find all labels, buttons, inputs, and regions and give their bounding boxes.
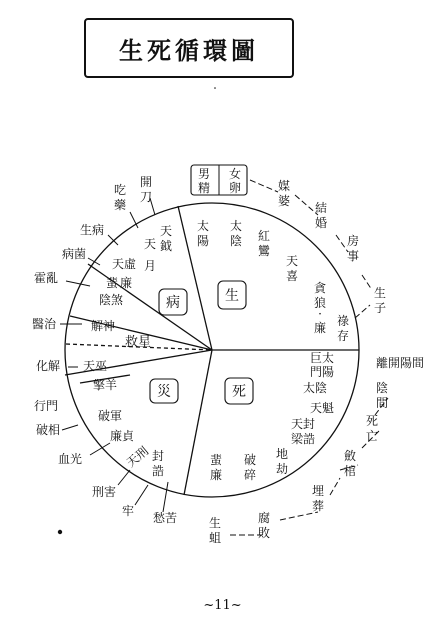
label-jieshen: 解神 — [90, 319, 116, 333]
label-dijie-1: 地 — [275, 447, 289, 461]
label-hongluan-1: 紅 — [257, 229, 271, 243]
label-chiyao-1: 吃 — [113, 183, 127, 197]
ink-dot — [58, 530, 62, 534]
label-male-essence-1: 男 — [197, 167, 211, 181]
label-tianyue-2: 月 — [143, 259, 157, 273]
label-lianzhen: 廉貞 — [109, 429, 135, 443]
label-lucun-2: 存 — [336, 329, 350, 343]
connector-xinghai — [118, 470, 130, 485]
label-child-2: 子 — [373, 301, 387, 315]
label-posui-1: 破 — [243, 453, 257, 467]
segment-sickness: 病 — [166, 295, 180, 311]
label-huoluan: 霍亂 — [33, 271, 59, 285]
label-matchmaker-2: 婆 — [277, 194, 291, 208]
label-chiyao-2: 藥 — [113, 198, 127, 212]
segment-death: 死 — [232, 384, 246, 400]
label-lucun-1: 祿 — [336, 314, 350, 328]
label-kaidao-2: 刀 — [139, 190, 153, 204]
label-female-ovum-2: 卵 — [228, 181, 242, 195]
label-tianxi-1: 天 — [285, 254, 299, 268]
label-tianxu: 天虛 — [111, 257, 137, 271]
label-kaidao-1: 開 — [139, 175, 153, 189]
label-siwang-1: 死 — [365, 414, 379, 428]
connector-lucun-child — [355, 305, 370, 318]
label-affairs-2: 事 — [346, 249, 360, 263]
connector-fubai — [280, 512, 318, 520]
label-xinghai: 刑害 — [91, 485, 117, 499]
label-tianfeng-2: 梁誥 — [290, 432, 316, 446]
label-xueguang: 血光 — [57, 452, 83, 466]
label-matchmaker-1: 媒 — [277, 179, 291, 193]
label-yiyao: 醫治 — [31, 317, 57, 331]
label-tianxi-2: 喜 — [285, 269, 299, 283]
segment-disaster: 災 — [157, 384, 171, 400]
connector-bingjun — [88, 258, 100, 265]
ink-dot-top — [214, 87, 216, 89]
label-tanlang-3: · — [318, 307, 322, 321]
label-ruguan-1: 斂 — [343, 449, 357, 463]
connector-maizang — [330, 478, 340, 495]
connector-child — [362, 275, 372, 290]
label-ruguan-2: 棺 — [343, 464, 357, 478]
label-yinjian-2: 間 — [375, 396, 389, 410]
label-child-1: 生 — [373, 286, 387, 300]
label-tanlang-2: 狼 — [313, 296, 327, 310]
label-fenggao-2: 誥 — [151, 464, 165, 478]
label-bingjun: 病菌 — [61, 247, 87, 261]
divider-disaster-death — [184, 350, 212, 495]
label-marriage-1: 結 — [314, 201, 328, 215]
label-fenggao-1: 封 — [151, 449, 165, 463]
connector-poxiang — [62, 425, 78, 430]
label-hongluan-2: 鸞 — [257, 244, 271, 258]
label-qingyang: 擎羊 — [92, 378, 118, 392]
label-taiyin-1: 太 — [229, 219, 243, 233]
connector-matchmaker — [250, 180, 278, 192]
label-leave-yang: 離開陽間 — [375, 356, 425, 370]
label-yinjian-1: 陰 — [375, 381, 389, 395]
label-fubai-2: 敗 — [257, 526, 271, 540]
label-xichu: 行門 — [33, 399, 59, 413]
label-huajie: 化解 — [35, 359, 61, 373]
label-poxiang: 破相 — [35, 423, 61, 437]
label-male-essence-2: 精 — [197, 181, 211, 195]
label-affairs-1: 房 — [346, 234, 360, 248]
label-tianyue-1: 天 — [143, 237, 157, 251]
label-taiyang-1: 太 — [196, 219, 210, 233]
label-fushi: 天巫 — [82, 359, 108, 373]
label-fubai-1: 腐 — [257, 511, 271, 525]
label-maizang-1: 埋 — [311, 484, 325, 498]
label-death-taiyin: 太陰 — [302, 381, 328, 395]
connector-huoluan — [66, 281, 90, 286]
label-marriage-2: 婚 — [314, 216, 328, 230]
label-feilian-sick-1: 蜚 — [105, 276, 119, 290]
segment-birth: 生 — [225, 288, 239, 304]
label-feilian-death-2: 廉 — [209, 468, 223, 482]
label-tianyue2-1: 天 — [159, 224, 173, 238]
connector-shengbing — [108, 235, 118, 245]
label-tianxing: 天刑 — [123, 443, 152, 471]
label-maizang-2: 葬 — [311, 499, 325, 513]
label-lao: 牢 — [121, 504, 135, 518]
label-pojun: 破軍 — [97, 409, 123, 423]
label-taiyin-2: 陰 — [229, 234, 243, 248]
label-jumen-taiyang-2: 門陽 — [309, 365, 335, 379]
label-feilian-sick-2: 廉 — [119, 276, 133, 290]
page-number: ~11~ — [203, 598, 242, 613]
label-jiexing: 救星 — [124, 335, 152, 350]
label-posui-2: 碎 — [243, 468, 257, 482]
label-shengbing: 生病 — [79, 223, 105, 237]
label-tianyue2-2: 鉞 — [159, 239, 173, 253]
label-tanlang-4: 廉 — [313, 321, 327, 335]
label-shengqu-1: 生 — [208, 516, 222, 530]
label-tanlang-1: 貪 — [313, 281, 327, 295]
label-taiyang-2: 陽 — [196, 234, 210, 248]
label-chouku: 愁苦 — [152, 511, 178, 525]
label-siwang-2: 亡 — [365, 429, 379, 443]
label-yinsha: 陰煞 — [98, 293, 124, 307]
page-title: 生死循環圖 — [119, 35, 259, 65]
label-tiankui: 天魁 — [309, 401, 335, 415]
label-dijie-2: 劫 — [275, 462, 289, 476]
label-tianfeng-1: 天封 — [290, 417, 316, 431]
label-jumen-taiyang-1: 巨太 — [309, 351, 335, 365]
connector-lao — [135, 485, 148, 505]
label-feilian-death-1: 蜚 — [209, 453, 223, 467]
connector-chouku — [163, 482, 168, 512]
label-shengqu-2: 蛆 — [208, 531, 222, 545]
label-female-ovum-1: 女 — [228, 167, 242, 181]
